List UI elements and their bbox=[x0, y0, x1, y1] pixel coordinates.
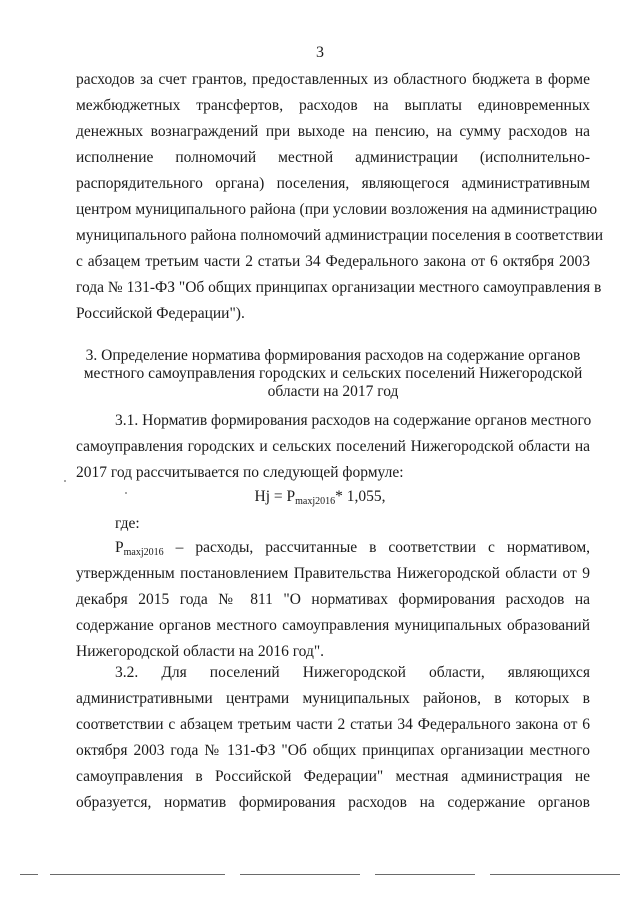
text-line: расходов за счет грантов, предоставленных из областного бюджета в форме bbox=[76, 71, 590, 88]
text-line: денежных вознаграждений при выходе на пенсию, на сумму расходов на bbox=[76, 123, 590, 140]
definition-symbol: Р bbox=[115, 539, 124, 556]
text-line: содержание органов местного самоуправления муниципальных образований bbox=[76, 617, 590, 634]
text-line: 3.1. Норматив формирования расходов на содержание органов местного bbox=[115, 412, 592, 429]
text-line: самоуправления городских и сельских поселений Нижегородской области на bbox=[76, 438, 590, 455]
definition-symbol-subscript: maxj2016 bbox=[123, 547, 164, 558]
definition-first-line-text: – расходы, рассчитанные в соответствии с нормативом, bbox=[163, 539, 590, 556]
text-line: декабря 2015 года № 811 "О нормативах формирования расходов на bbox=[76, 591, 590, 608]
footer-rule bbox=[490, 874, 620, 875]
text-line: года № 131-ФЗ "Об общих принципах организации местного самоуправления в bbox=[76, 279, 602, 296]
text-line: Российской Федерации"). bbox=[76, 305, 245, 322]
footer-rule bbox=[50, 874, 225, 875]
footer-rule bbox=[375, 874, 475, 875]
formula bbox=[0, 488, 640, 507]
text-line: Нижегородской области на 2016 год". bbox=[76, 643, 325, 660]
scan-speck bbox=[125, 492, 127, 494]
heading-line: местного самоуправления городских и сельских поселений Нижегородской bbox=[83, 365, 583, 382]
page-number: 3 bbox=[316, 44, 324, 61]
text-line: образуется, норматив формирования расходов на содержание органов bbox=[76, 794, 590, 811]
text-line: 3.2. Для поселений Нижегородской области, являющихся bbox=[115, 664, 590, 681]
footer-rule bbox=[240, 874, 360, 875]
text-line: исполнение полномочий местной администрации (исполнительно- bbox=[76, 149, 590, 166]
text-line: распорядительного органа) поселения, являющегося административным bbox=[76, 175, 590, 192]
formula-lhs: Нj = Р bbox=[254, 488, 296, 505]
text-line: с абзацем третьим части 2 статьи 34 Федерального закона от 6 октября 2003 bbox=[76, 253, 590, 270]
definition-first-line bbox=[115, 538, 590, 558]
text-line: административными центрами муниципальных районов, в которых в bbox=[76, 690, 590, 707]
heading-line: области на 2017 год bbox=[267, 383, 399, 400]
formula-subscript: maxj2016 bbox=[295, 496, 336, 507]
text-line: соответствии с абзацем третьим части 2 статьи 34 Федерального закона от 6 bbox=[76, 716, 590, 733]
footer-rule bbox=[20, 874, 38, 875]
text-line: межбюджетных трансфертов, расходов на выплаты единовременных bbox=[76, 97, 590, 114]
heading-line: 3. Определение норматива формирования расходов на содержание органов bbox=[85, 347, 581, 364]
text-line: октября 2003 года № 131-ФЗ "Об общих принципах организации местного bbox=[76, 742, 590, 759]
where-label: где: bbox=[115, 515, 140, 532]
text-line: муниципального района полномочий администрации поселения в соответствии bbox=[76, 227, 604, 244]
text-line: утвержденным постановлением Правительства Нижегородской области от 9 bbox=[76, 565, 590, 582]
text-line: 2017 год рассчитывается по следующей формуле: bbox=[76, 464, 404, 481]
text-line: самоуправления в Российской Федерации" местная администрация не bbox=[76, 768, 590, 785]
scan-speck bbox=[64, 480, 66, 482]
formula-rhs: * 1,055, bbox=[335, 488, 386, 505]
text-line: центром муниципального района (при условии возложения на администрацию bbox=[76, 201, 598, 218]
